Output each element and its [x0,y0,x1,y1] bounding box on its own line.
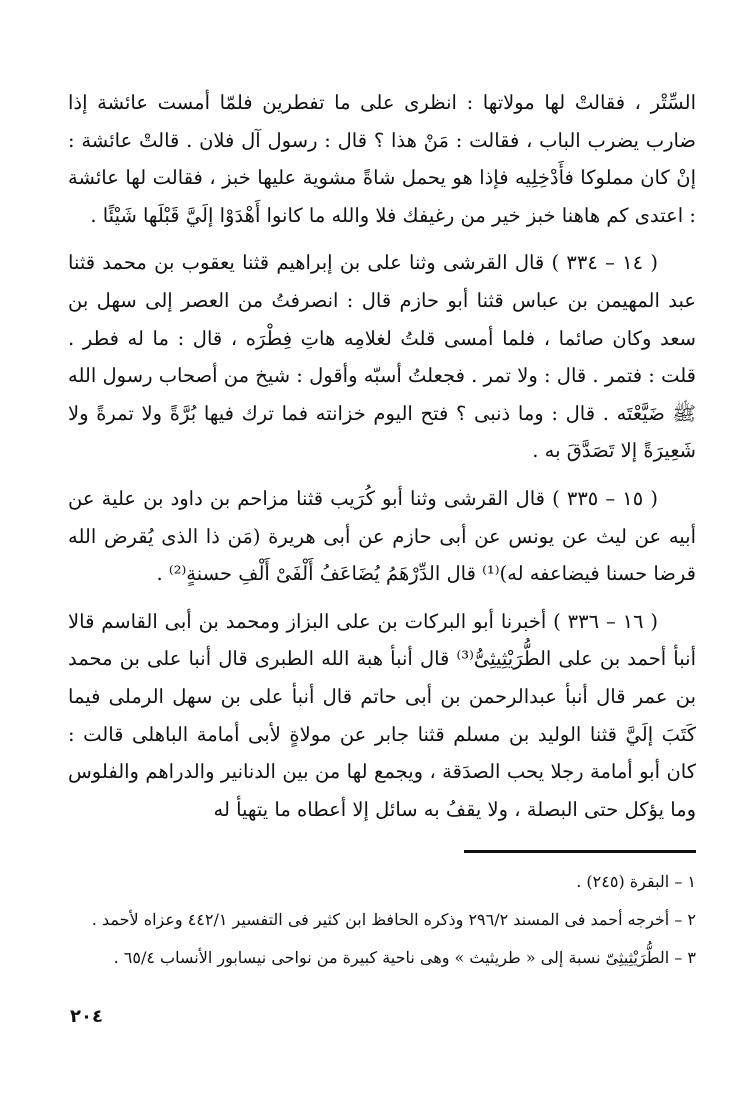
footnote-3: ٣ – الطُّرَيْثِيثِىّ نسبة إلى « طريثيث » وهى ناحية كبيرة من نواحى نيسابور الأنساب ٦٥/٤ . [113,948,696,968]
footnote-divider [464,850,696,853]
book-page [68,84,696,1055]
footnotes [68,871,696,969]
paragraph-hadith-335: ( ١٥ – ٣٣٥ ) قال القرشى وثنا أبو كُرَيب قثنا مزاحم بن داود بن علية عن أبيه عن ليث عن يونس عن أبى حازم عن أبى هريرة (مَن ذا الذى يُقرض الله قرضا حسنا فيضاعفه له)⁽¹⁾ قال الدِّرْهَمُ يُضَاعَفُ أَلْفَىْ أَلْفِ حسنةٍ⁽²⁾ . [68,486,696,586]
footnote-2: ٢ – أخرجه أحمد فى المسند ٢٩٦/٢ وذكره الحافظ ابن كثير فى التفسير ٤٤٢/١ وعزاه لأحمد . [91,910,696,930]
page-number: ٢٠٤ [70,1006,103,1027]
paragraph-hadith-336: ( ١٦ – ٣٣٦ ) أخبرنا أبو البركات بن على البزاز ومحمد بن أبى القاسم قالا أنبأ أحمد بن على الطُّرَيْثِيثِىُّ⁽³⁾ قال أنبأ هبة الله الطبرى قال أنبا على بن محمد بن عمر قال أنبأ عبدالرحمن بن أبى حاتم قال أنبأ على بن سهل الرملى فيما كَتَبَ إلَيَّ قثنا الوليد بن مسلم قثنا جابر عن مولاةٍ لأبى أمامة الباهلى قالت : كان أبو أمامة رجلا يحب الصدَقة ، ويجمع لها من بين الدنانير والدراهم والفلوس وما يؤكل حتى البصلة ، ولا يقفُ به سائل إلا أعطاه ما يتهيأ له [68,609,696,821]
footnote-1: ١ – البقرة (٢٤٥) . [576,872,696,892]
paragraph-continuation: السِّتْر ، فقالتْ لها مولاتها : انظرى على ما تفطرين فلمّا أمست عائشة إذا ضارب يضرب الباب ، فقالت : مَنْ هذا ؟ قال : رسول آل فلان . قالتْ عائشة : إنْ كان مملوكا فأَدْخِلِيه فإذا هو يحمل شاةً مشوية عليها خبز ، فقالت لها عائشة : اعتدى كم هاهنا خبز خير من رغيفك فلا والله ما كانوا أَهْدَوْا إلَيَّ قَبْلَها شَيْئًا . [68,91,696,227]
paragraph-hadith-334: ( ١٤ – ٣٣٤ ) قال القرشى وثنا على بن إبراهيم قثنا يعقوب بن محمد قثنا عبد المهيمن بن عباس قثنا أبو حازم قال : انصرفتُ من العصر إلى سهل بن سعد وكان صائما ، فلما أمسى قلتُ لغلامِه هاتِ فِطْرَه ، قال : ما له فطر . قلت : فتمر . قال : ولا تمر . فجعلتُ أسبّه وأقول : شيخ من أصحاب رسول الله ﷺ ضَيَّعْتَه . قال : وما ذنبى ؟ فتح اليوم خزانته فما ترك فيها بُرَّةً ولا تمرةً ولا شَعِيرَةً إلا تَصَدَّقَ به . [68,251,696,463]
